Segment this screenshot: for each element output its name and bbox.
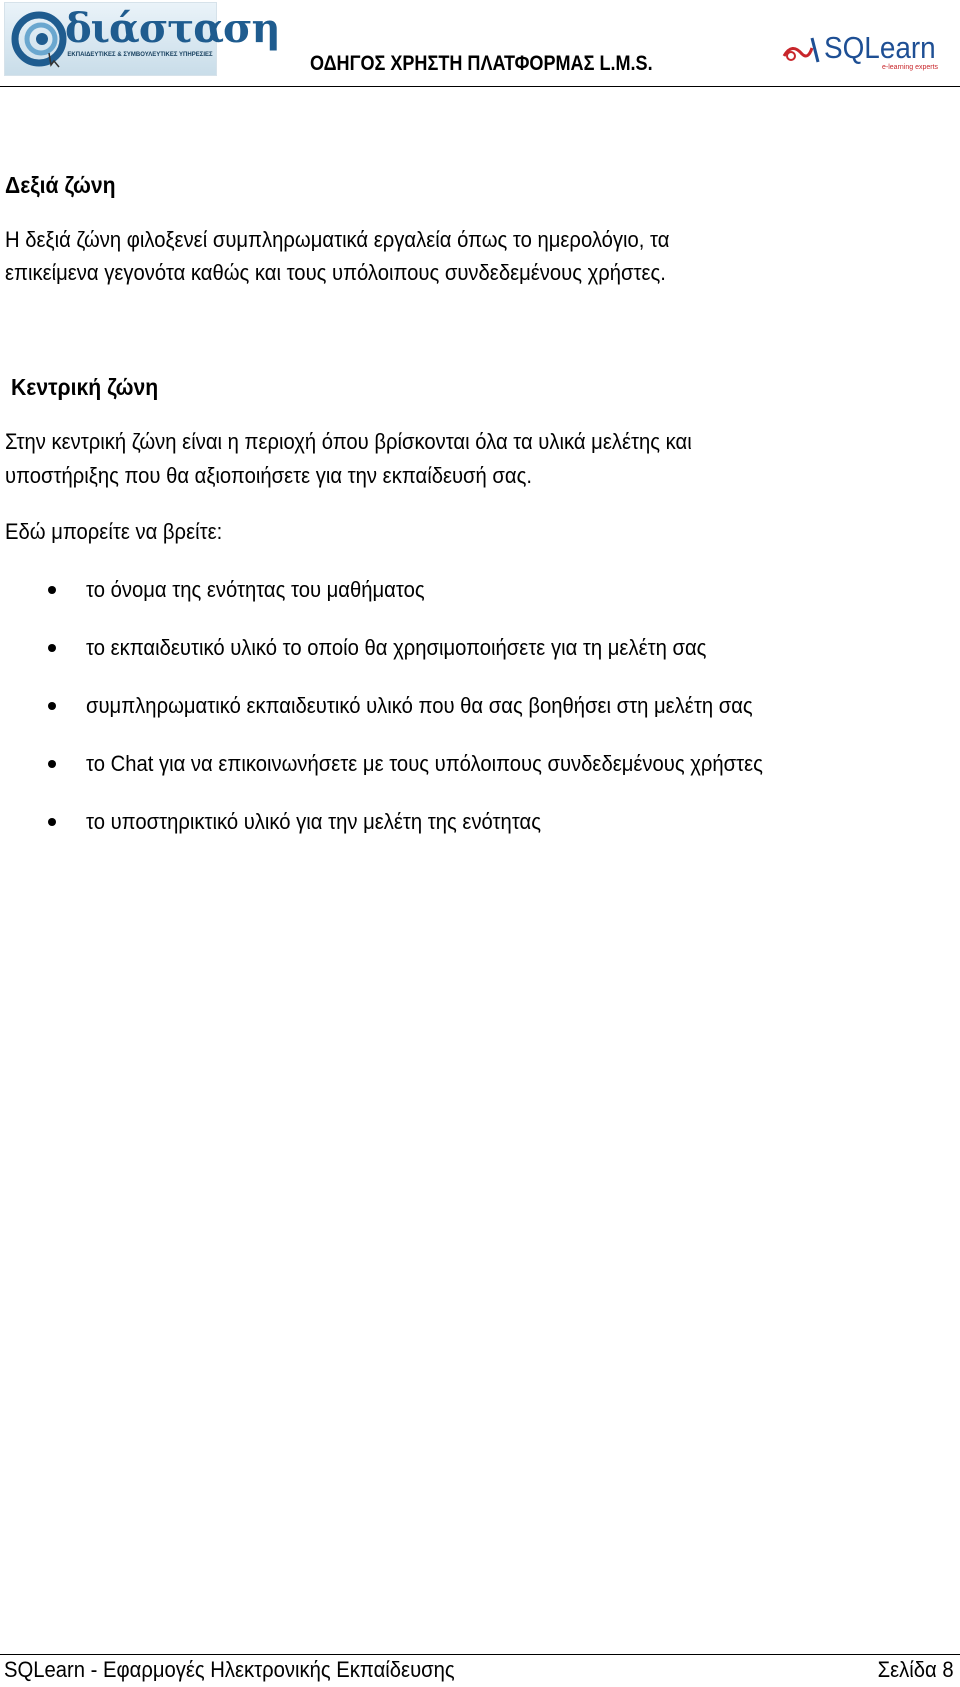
central-zone-paragraph-line-1: Στην κεντρική ζώνη είναι η περιοχή όπου βρίσκονται όλα τα υλικά μελέτης και <box>5 429 692 454</box>
bullet-icon <box>48 644 56 652</box>
list-item <box>0 690 960 722</box>
footer-divider <box>0 1654 960 1655</box>
swirl-logo-icon <box>11 9 67 69</box>
footer-page-number: Σελίδα 8 <box>877 1657 954 1682</box>
bullet-icon <box>48 760 56 768</box>
list-item <box>0 632 960 664</box>
list-item-text: το Chat για να επικοινωνήσετε με τους υπόλοιπους συνδεδεμένους χρήστες <box>86 751 763 776</box>
list-item-text: το όνομα της ενότητας του μαθήματος <box>86 577 425 602</box>
list-item-text: συμπληρωματικό εκπαιδευτικό υλικό που θα σας βοηθήσει στη μελέτη σας <box>86 693 753 718</box>
sqlearn-mark-icon <box>782 34 822 64</box>
list-item <box>0 748 960 780</box>
central-zone-paragraph-line-2: υποστήριξης που θα αξιοποιήσετε για την εκπαίδευσή σας. <box>5 463 533 488</box>
list-item <box>0 574 960 606</box>
sqlearn-logo-tagline: e-learning experts <box>882 64 939 71</box>
right-zone-heading: Δεξιά ζώνη <box>5 172 116 198</box>
sqlearn-logo <box>782 30 942 70</box>
diastasi-logo-tagline: ΕΚΠΑΙΔΕΥΤΙΚΕΣ & ΣΥΜΒΟΥΛΕΥΤΙΚΕΣ ΥΠΗΡΕΣΙΕΣ <box>67 52 213 58</box>
list-item <box>0 806 960 838</box>
central-zone-heading: Κεντρική ζώνη <box>11 374 159 400</box>
footer-company-text: SQLearn - Εφαρμογές Ηλεκτρονικής Εκπαίδευσης <box>4 1657 455 1682</box>
bullet-icon <box>48 586 56 594</box>
sqlearn-logo-name: SQLearn <box>824 30 936 65</box>
diastasi-logo-name: διάσταση <box>65 5 280 52</box>
list-item-text: το εκπαιδευτικό υλικό το οποίο θα χρησιμοποιήσετε για τη μελέτη σας <box>86 635 707 660</box>
bullet-icon <box>48 818 56 826</box>
list-item-text: το υποστηρικτικό υλικό για την μελέτη της ενότητας <box>86 809 541 834</box>
header-divider <box>0 86 960 87</box>
document-header-title: ΟΔΗΓΟΣ ΧΡΗΣΤΗ ΠΛΑΤΦΟΡΜΑΣ L.M.S. <box>310 52 653 75</box>
diastasi-logo <box>4 2 280 76</box>
right-zone-paragraph-line-1: Η δεξιά ζώνη φιλοξενεί συμπληρωματικά εργαλεία όπως το ημερολόγιο, τα <box>5 227 670 252</box>
bullet-icon <box>48 702 56 710</box>
right-zone-paragraph-line-2: επικείμενα γεγονότα καθώς και τους υπόλοιπους συνδεδεμένους χρήστες. <box>5 260 666 285</box>
central-zone-intro: Εδώ μπορείτε να βρείτε: <box>5 519 223 544</box>
